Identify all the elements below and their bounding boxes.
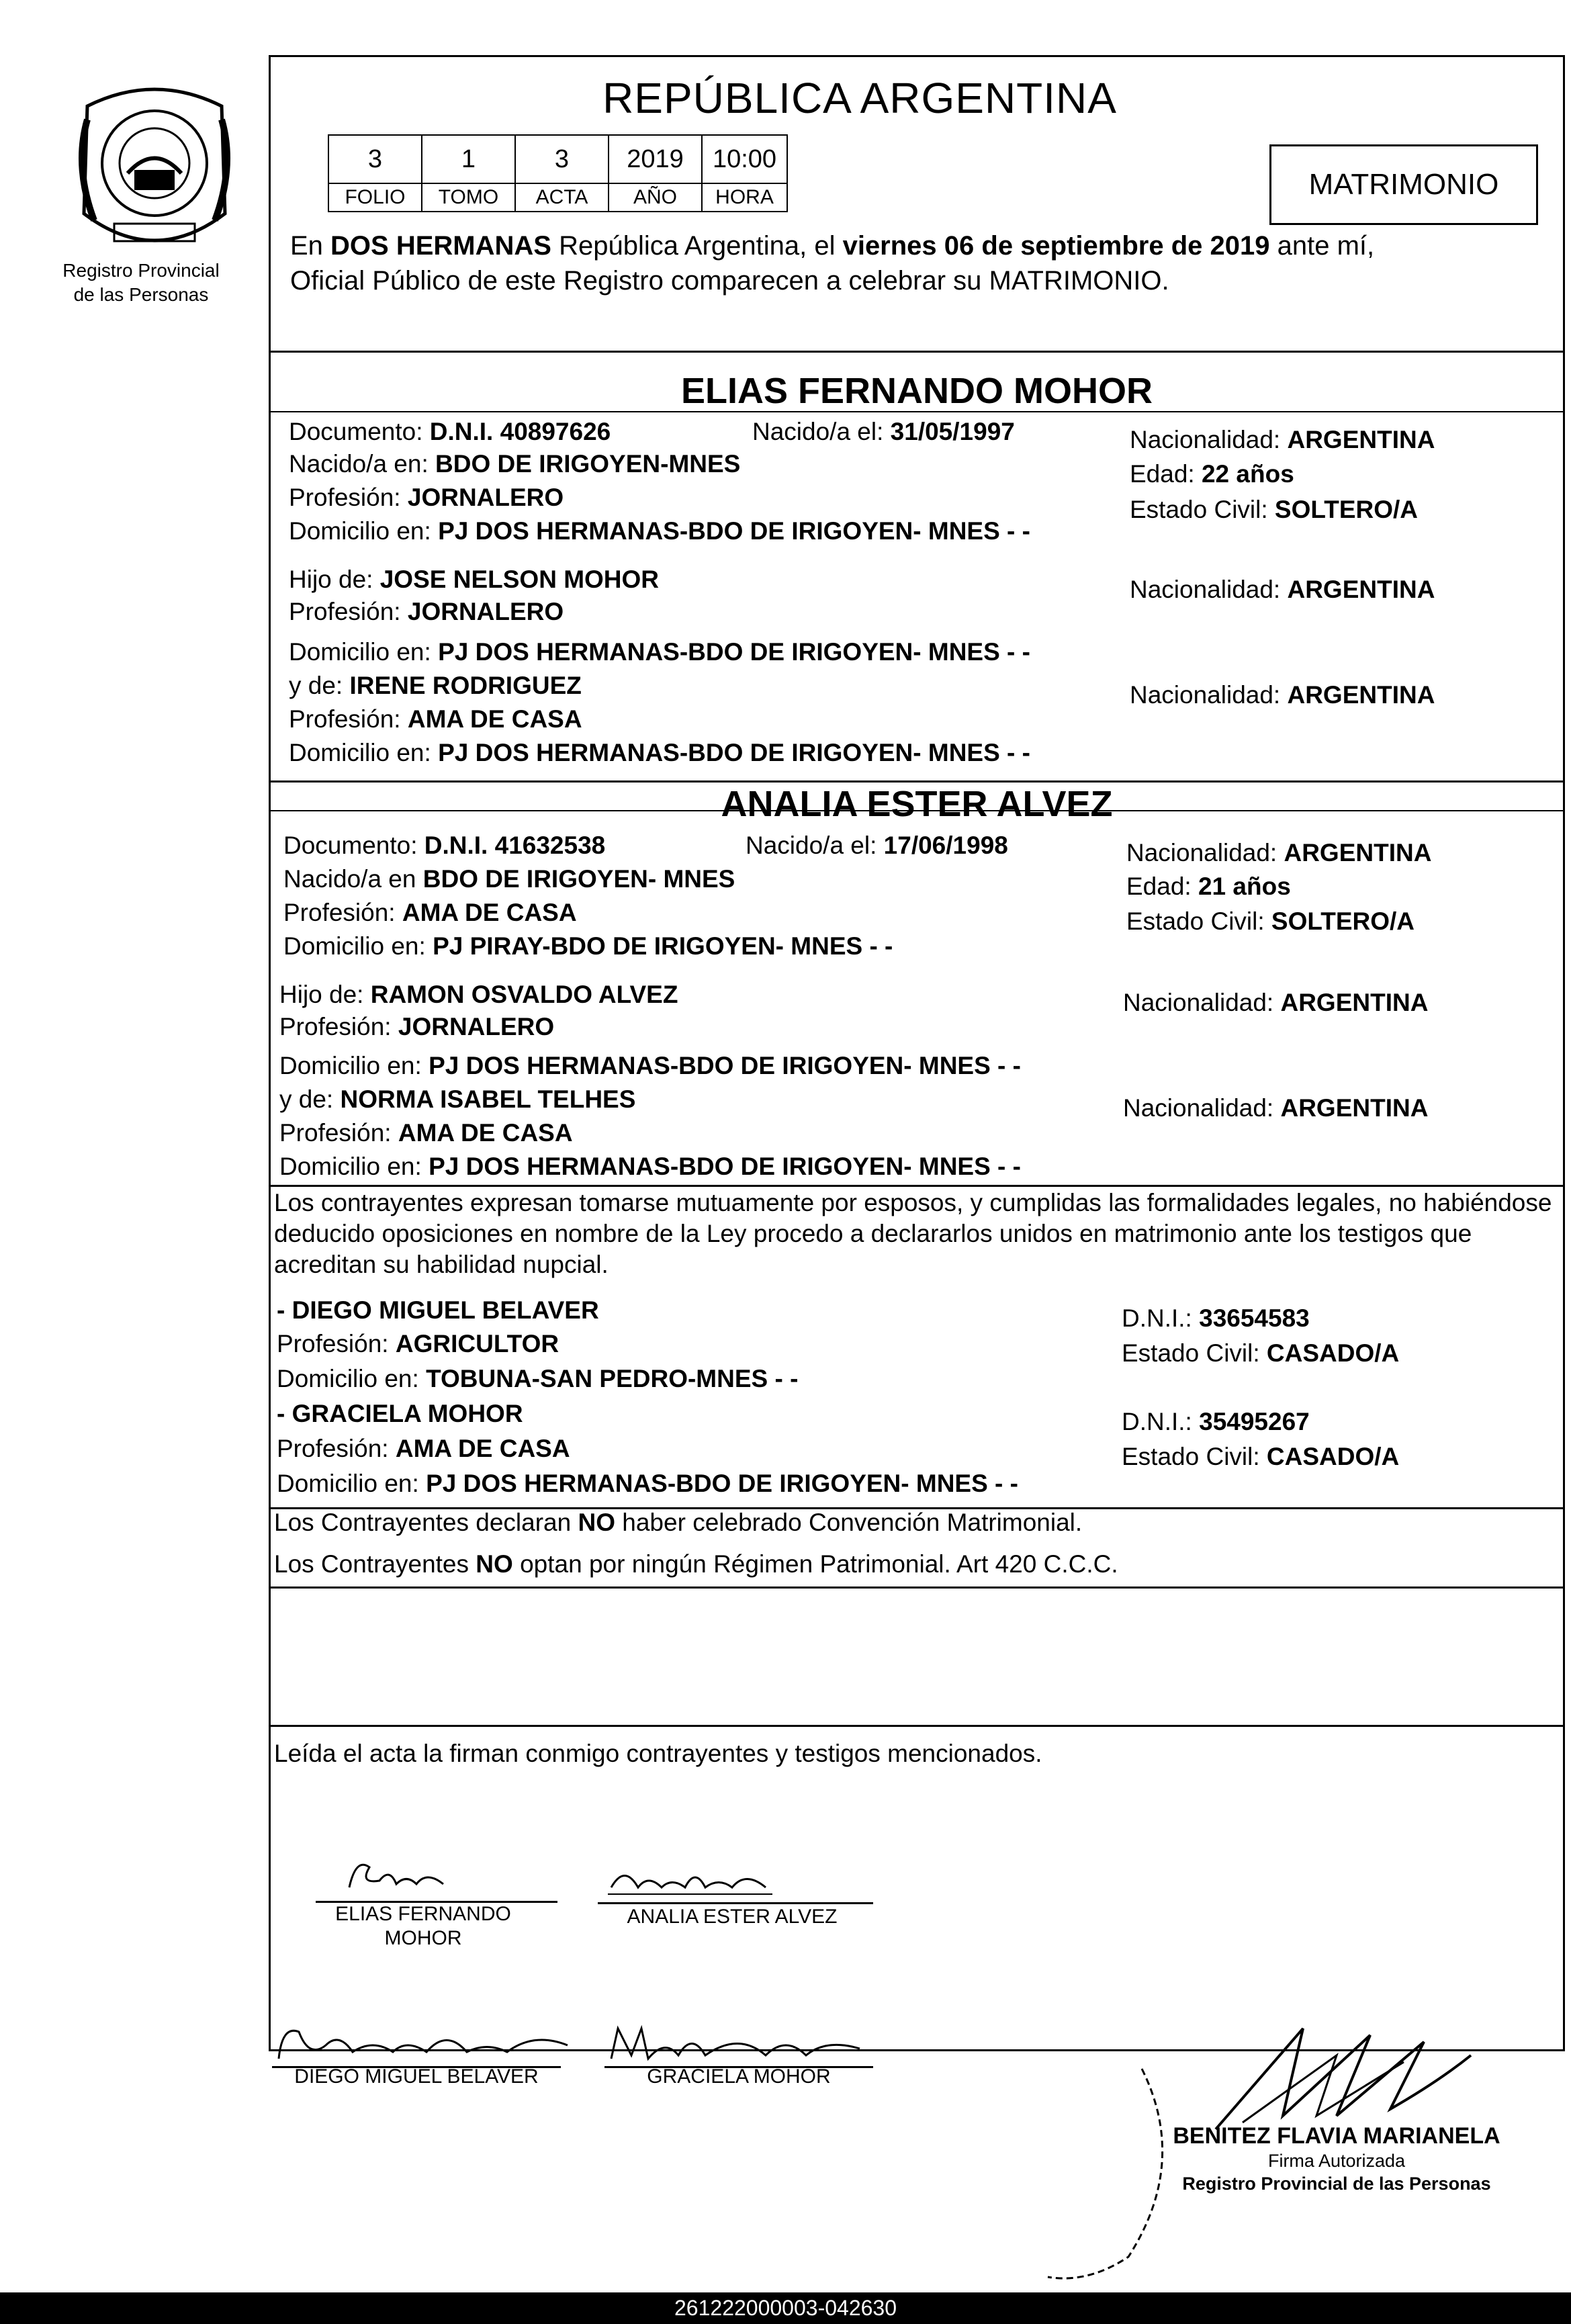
anio-label: AÑO — [609, 183, 702, 212]
witness2-civil-status: Estado Civil: CASADO/A — [1122, 1443, 1400, 1470]
spouse2-civil-status: Estado Civil: SOLTERO/A — [1126, 907, 1415, 935]
registry-label-line1: Registro Provincial — [62, 260, 220, 281]
spouse1-father: Hijo de: JOSE NELSON MOHOR — [289, 566, 660, 593]
witness2-dni: D.N.I.: 35495267 — [1122, 1408, 1310, 1435]
spouse2-father-address: Domicilio en: PJ DOS HERMANAS-BDO DE IRIGOYEN- MNES - - — [279, 1052, 1021, 1079]
witness2-signature-name: GRACIELA MOHOR — [647, 2065, 831, 2088]
spouse2-father: Hijo de: RAMON OSVALDO ALVEZ — [279, 981, 678, 1008]
witness1-profession: Profesión: AGRICULTOR — [277, 1330, 559, 1357]
act-type-box: MATRIMONIO — [1269, 144, 1538, 225]
spouse2-birthplace: Nacido/a en BDO DE IRIGOYEN- MNES — [283, 865, 735, 893]
registry-label-line2: de las Personas — [73, 284, 209, 305]
official-stamp — [967, 2055, 1182, 2284]
witness1-address: Domicilio en: TOBUNA-SAN PEDRO-MNES - - — [277, 1365, 799, 1392]
divider — [269, 1725, 1565, 1727]
folio-grid — [328, 134, 788, 212]
declaration-text: Los contrayentes expresan tomarse mutuamente por esposos, y cumplidas las formalidades legales, no habiéndose deducido oposiciones en nombre de la Ley procedo a declararlos unidos en matrimonio ante los testigos que acreditan su habilidad nupcial. — [274, 1189, 1552, 1278]
folio-value: 3 — [328, 135, 422, 183]
official-signature — [1202, 2015, 1484, 2136]
spouse2-nationality: Nacionalidad: ARGENTINA — [1126, 839, 1432, 866]
official-name: BENITEZ FLAVIA MARIANELA — [1173, 2123, 1500, 2149]
hora-label: HORA — [702, 183, 787, 212]
witness2-profession: Profesión: AMA DE CASA — [277, 1435, 570, 1462]
convention-note: Los Contrayentes declaran NO haber celebrado Convención Matrimonial. — [274, 1509, 1083, 1536]
intro-line2: Oficial Público de este Registro comparecen a celebrar su MATRIMONIO. — [290, 266, 1169, 296]
spouse1-signature-name: ELIAS FERNANDO MOHOR — [335, 1903, 511, 1949]
divider — [269, 1185, 1565, 1187]
spouse2-profession: Profesión: AMA DE CASA — [283, 899, 577, 926]
spouse1-profession: Profesión: JORNALERO — [289, 484, 564, 511]
spouse2-father-profession: Profesión: JORNALERO — [279, 1013, 555, 1040]
signature-witness1 — [272, 2018, 581, 2072]
spouse1-father-nationality: Nacionalidad: ARGENTINA — [1130, 576, 1435, 603]
witness2-address: Domicilio en: PJ DOS HERMANAS-BDO DE IRIGOYEN- MNES - - — [277, 1470, 1018, 1497]
spouse1-civil-status: Estado Civil: SOLTERO/A — [1130, 496, 1419, 523]
spouse2-mother-address: Domicilio en: PJ DOS HERMANAS-BDO DE IRIGOYEN- MNES - - — [279, 1153, 1021, 1180]
divider — [269, 351, 1565, 353]
witness1-dni: D.N.I.: 33654583 — [1122, 1304, 1310, 1332]
divider — [269, 1586, 1565, 1589]
acta-label: ACTA — [515, 183, 609, 212]
witness1-name: - DIEGO MIGUEL BELAVER — [277, 1296, 599, 1324]
intro-paragraph: En DOS HERMANAS República Argentina, el viernes 06 de septiembre de 2019 ante mí, Oficial Público de este Registro comparecen a celebrar su MATRIMONIO. — [290, 228, 1560, 298]
spouse2-document: Documento: D.N.I. 41632538 — [283, 832, 606, 859]
acta-value: 3 — [515, 135, 609, 183]
footer-code: 261222000003-042630 — [0, 2292, 1571, 2324]
spouse2-mother-nationality: Nacionalidad: ARGENTINA — [1123, 1094, 1429, 1122]
spouse2-mother: y de: NORMA ISABEL TELHES — [279, 1085, 636, 1113]
regime-note: Los Contrayentes NO optan por ningún Régimen Patrimonial. Art 420 C.C.C. — [274, 1550, 1118, 1578]
registry-label — [34, 259, 249, 307]
spouse1-mother-nationality: Nacionalidad: ARGENTINA — [1130, 681, 1435, 709]
witness1-civil-status: Estado Civil: CASADO/A — [1122, 1339, 1400, 1367]
hora-value: 10:00 — [702, 135, 787, 183]
spouse1-father-address: Domicilio en: PJ DOS HERMANAS-BDO DE IRIGOYEN- MNES - - — [289, 638, 1030, 666]
spouse1-birthplace: Nacido/a en: BDO DE IRIGOYEN-MNES — [289, 450, 741, 478]
signature-witness2 — [604, 2018, 873, 2072]
spouse1-name: ELIAS FERNANDO MOHOR — [681, 371, 1153, 411]
spouse1-mother-address: Domicilio en: PJ DOS HERMANAS-BDO DE IRIGOYEN- MNES - - — [289, 739, 1030, 766]
page-title: REPÚBLICA ARGENTINA — [602, 74, 1117, 122]
spouse1-mother: y de: IRENE RODRIGUEZ — [289, 672, 582, 699]
folio-label: FOLIO — [328, 183, 422, 212]
witness1-signature-name: DIEGO MIGUEL BELAVER — [294, 2065, 539, 2088]
place-name: DOS HERMANAS — [330, 231, 551, 261]
official-title: Firma Autorizada — [1267, 2151, 1406, 2171]
spouse1-nationality: Nacionalidad: ARGENTINA — [1130, 426, 1435, 453]
spouse1-address: Domicilio en: PJ DOS HERMANAS-BDO DE IRIGOYEN- MNES - - — [289, 517, 1030, 545]
spouse2-age: Edad: 21 años — [1126, 873, 1291, 900]
tomo-value: 1 — [422, 135, 515, 183]
spouse1-document: Documento: D.N.I. 40897626 — [289, 418, 611, 445]
spouse2-name: ANALIA ESTER ALVEZ — [721, 784, 1113, 824]
official-org: Registro Provincial de las Personas — [1182, 2174, 1491, 2194]
spouse2-signature-name: ANALIA ESTER ALVEZ — [627, 1906, 838, 1928]
spouse1-mother-profession: Profesión: AMA DE CASA — [289, 705, 582, 733]
spouse2-father-nationality: Nacionalidad: ARGENTINA — [1123, 989, 1429, 1016]
signature-line — [598, 1902, 873, 1904]
spouse1-birthdate: Nacido/a el: 31/05/1997 — [752, 418, 1015, 445]
signature-spouse1 — [343, 1854, 450, 1901]
spouse2-birthdate: Nacido/a el: 17/06/1998 — [746, 832, 1008, 859]
spouse2-address: Domicilio en: PJ PIRAY-BDO DE IRIGOYEN- MNES - - — [283, 932, 893, 960]
spouse2-mother-profession: Profesión: AMA DE CASA — [279, 1119, 573, 1147]
spouse1-age: Edad: 22 años — [1130, 460, 1294, 488]
anio-value: 2019 — [609, 135, 702, 183]
witness2-name: - GRACIELA MOHOR — [277, 1400, 523, 1427]
ceremony-date: viernes 06 de septiembre de 2019 — [842, 231, 1270, 261]
spouse1-father-profession: Profesión: JORNALERO — [289, 598, 564, 625]
closing-text: Leída el acta la firman conmigo contrayentes y testigos mencionados. — [274, 1740, 1042, 1767]
signature-spouse2 — [604, 1857, 779, 1904]
tomo-label: TOMO — [422, 183, 515, 212]
official-block — [1169, 2122, 1505, 2195]
province-seal — [67, 79, 242, 261]
